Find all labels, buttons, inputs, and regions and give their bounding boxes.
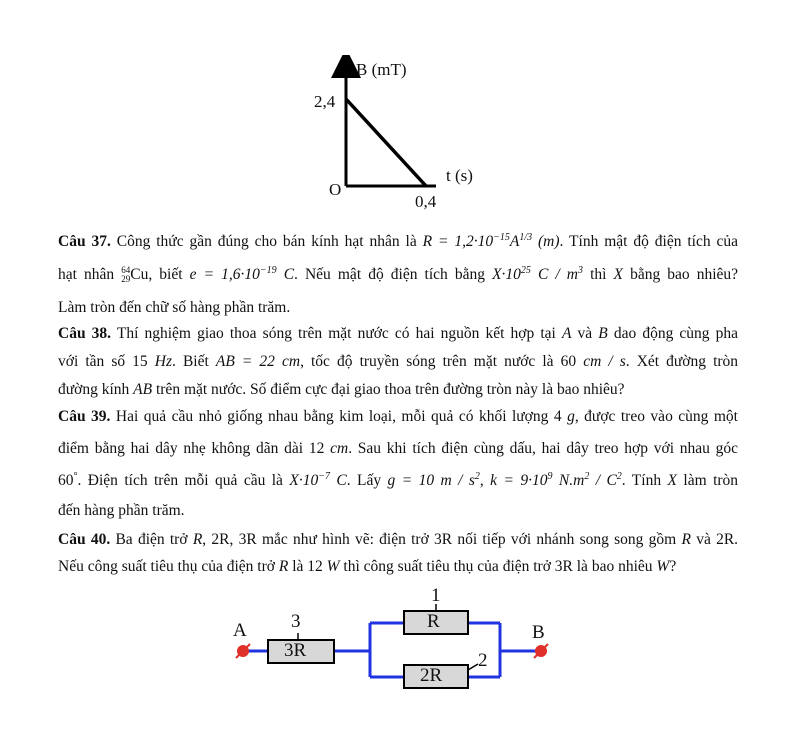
node-b-dot [534,644,548,658]
node-b-label: B [532,622,545,643]
y-tick-label: 2,4 [314,92,336,111]
q40-line2: Nếu công suất tiêu thụ của điện trở R là 12 W thì công suất tiêu thụ của điện trở 3R là bao nhiêu W? [58,558,677,575]
resistor-2r-label: 2R [420,665,443,686]
q39-line3: 60°. Điện tích trên mỗi quả cầu là $X\cdot 10^{-7}$ C. Lấy g = 10 m / $s^2$, $k = 9\cdot 10^9$ $N.m^2 / C^2$. Tính X làm tròn [58,470,739,489]
x-tick-label: 0,4 [415,192,437,211]
x-axis-label: t (s) [446,166,473,185]
q38-line1: Câu 38. Thí nghiệm giao thoa sóng trên mặt nước có hai nguồn kết hợp tại A và B dao động cùng pha [58,325,739,342]
label-3: 3 [291,611,301,632]
q39-line1: Câu 39. Hai quả cầu nhỏ giống nhau bằng kim loại, mỗi quả có khối lượng 4 g, được treo vào cùng một [58,408,738,425]
node-a-label: A [233,620,247,641]
y-axis-label: B (mT) [356,60,407,79]
node-a-dot [236,644,250,658]
q39-line2: điểm bằng hai dây nhẹ không dãn dài 12 cm. Sau khi tích điện cùng dấu, hai dây treo hợp với nhau góc [58,440,738,457]
resistor-3r-label: 3R [284,640,307,661]
resistor-r-label: R [427,611,440,632]
origin-label: O [329,180,342,199]
q40-line1: Câu 40. Ba điện trở R, 2R, 3R mắc như hình vẽ: điện trở 3R nối tiếp với nhánh song song gồm R và 2R. [58,531,739,548]
q37-line1: Câu 37. Công thức gần đúng cho bán kính hạt nhân là $R = 1,2\cdot 10^{-15}A^{1/3}$ (m). Tính mật độ điện tích của [58,231,738,250]
q38-line2: với tần số 15 Hz. Biết AB = 22 cm, tốc độ truyền sóng trên mặt nước là 60 cm / s. Xét đường tròn [58,353,739,370]
q37-line3: Làm tròn đến chữ số hàng phần trăm. [58,299,291,316]
label-2: 2 [478,650,488,671]
label-1: 1 [431,585,441,606]
q39-line4: đến hàng phần trăm. [58,502,185,519]
q38-line3: đường kính AB trên mặt nước. Số điểm cực đại giao thoa trên đường tròn này là bao nhiêu? [58,381,625,398]
q37-line2: hạt nhân 64 29Cu, biết $e = 1,6\cdot 10^{-19}$ C. Nếu mật độ điện tích bằng $X\cdot 10^{25}$ C / $m^3$ thì X bằng bao nhiêu? [58,264,739,285]
label-2-leader [468,664,478,670]
